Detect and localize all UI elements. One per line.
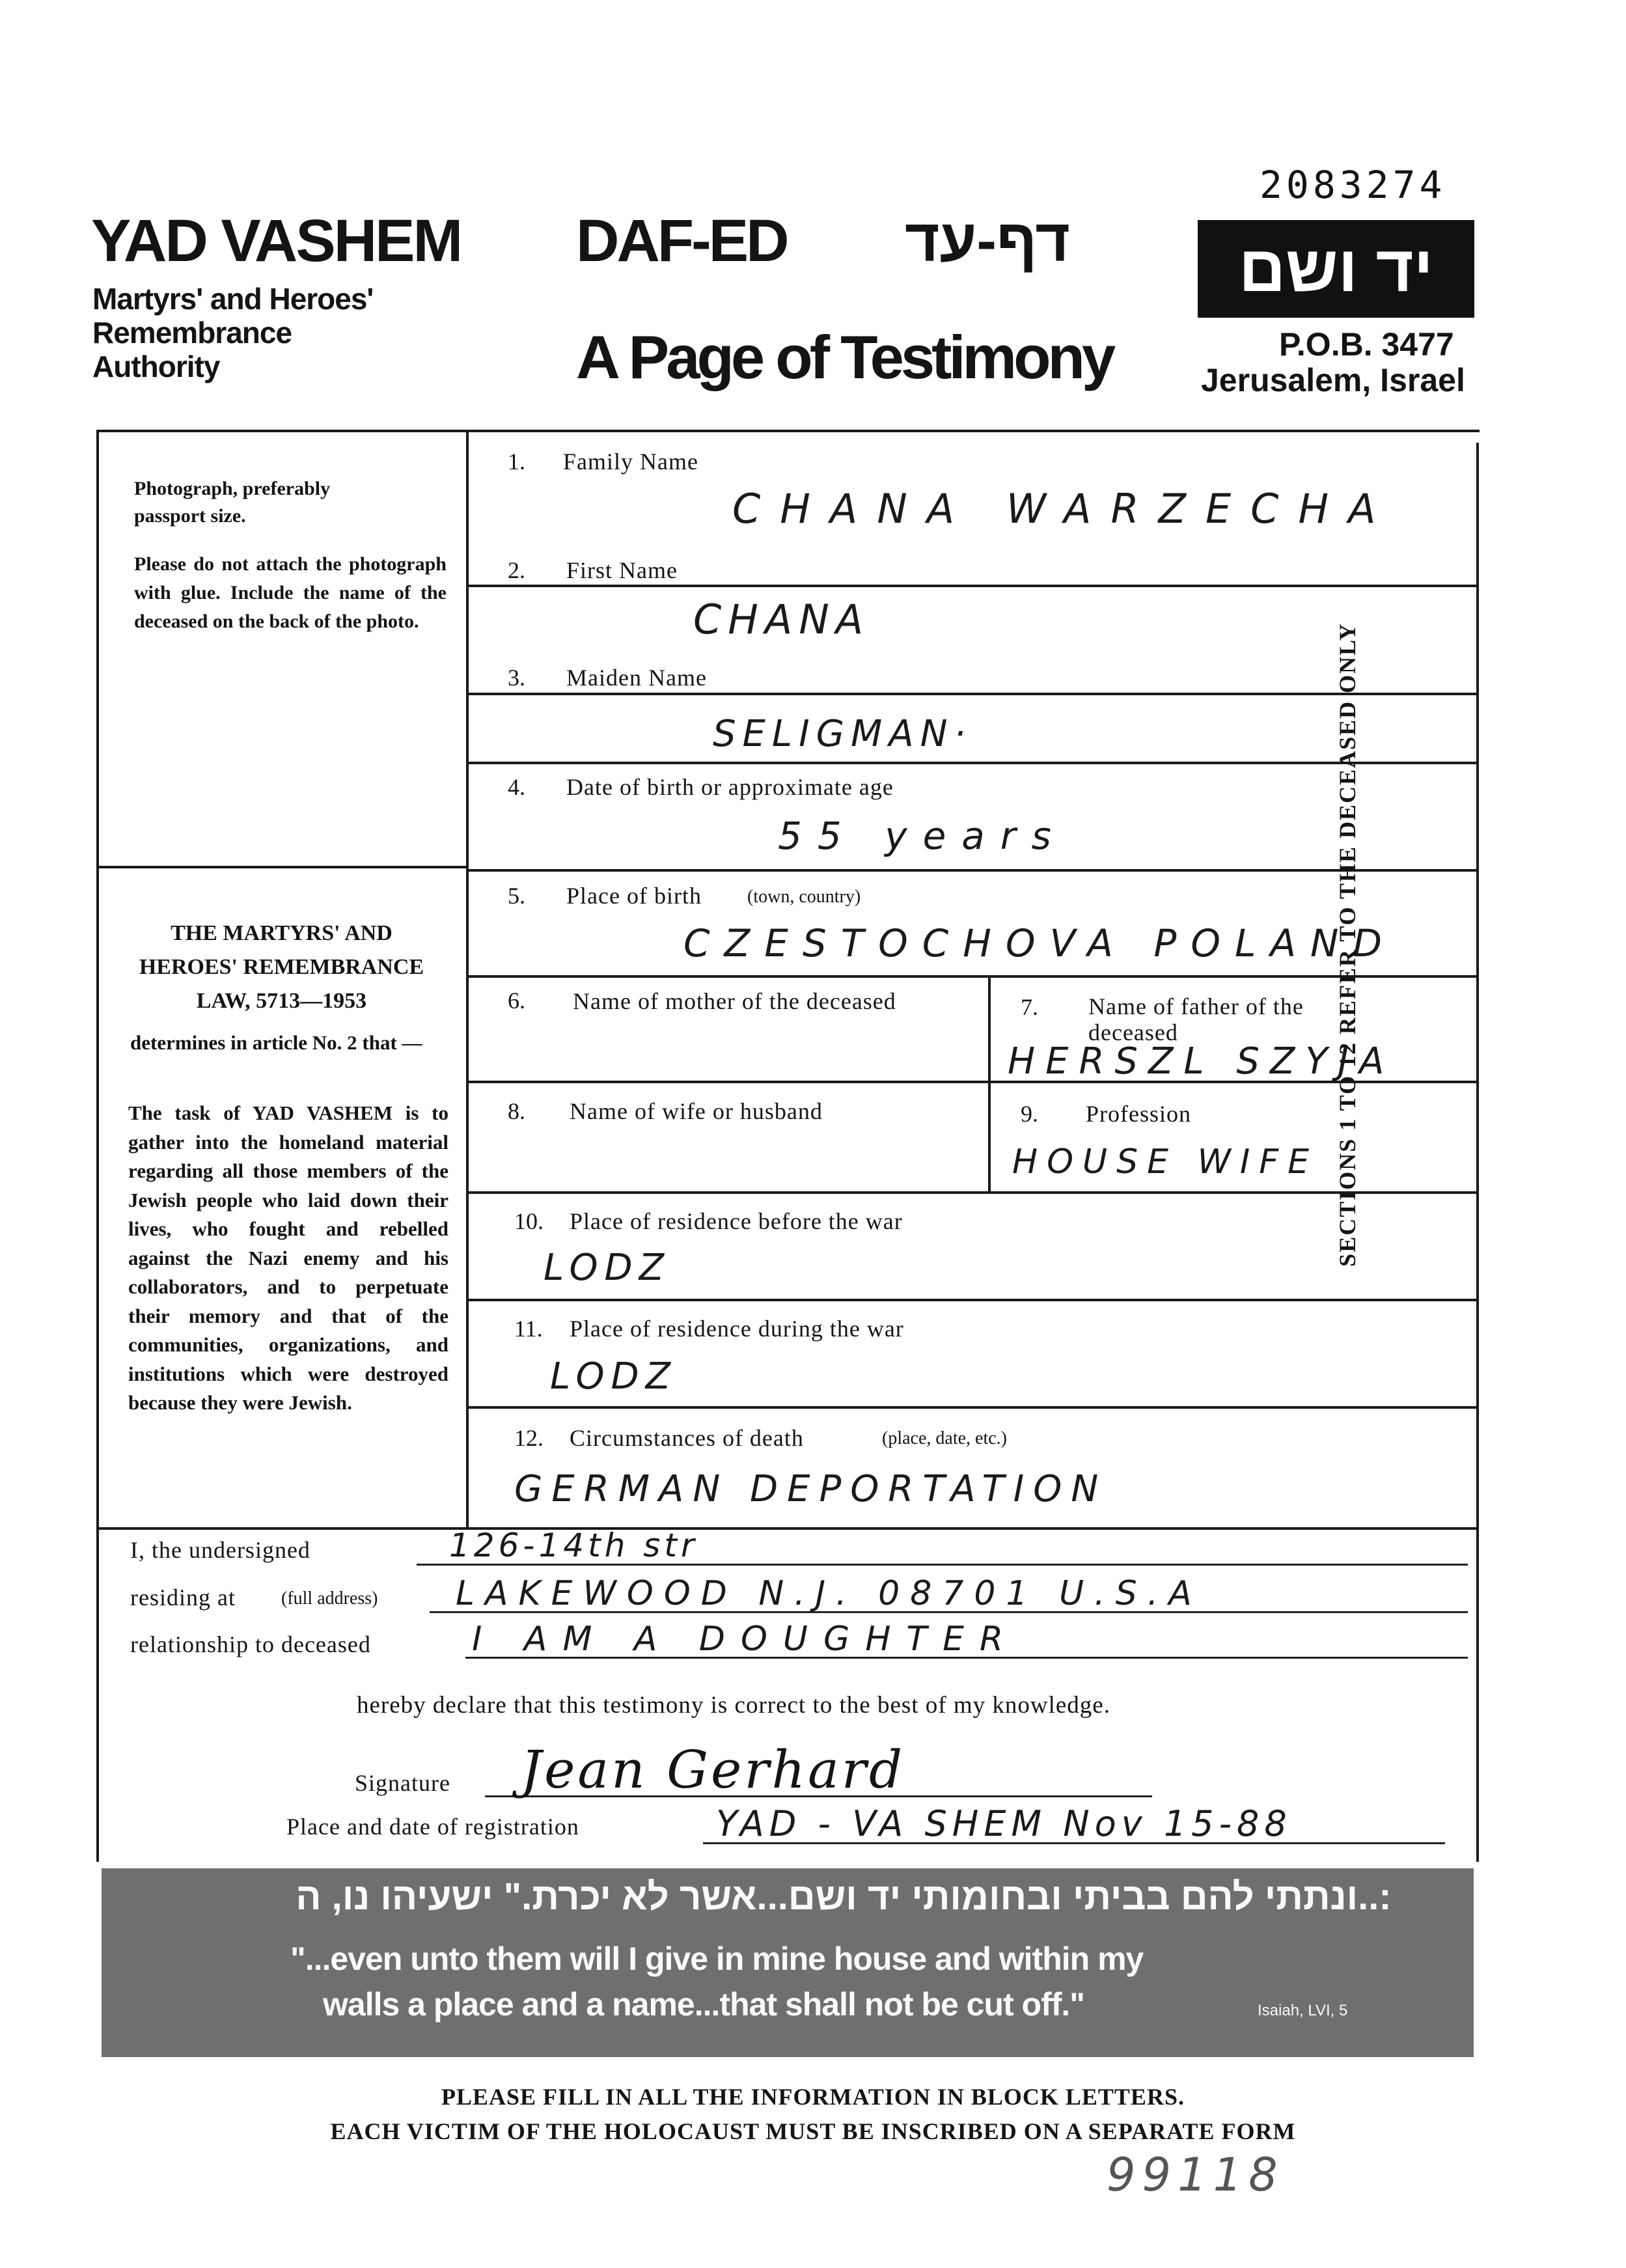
field-5-number: 5. bbox=[508, 883, 525, 909]
field-4-label: Date of birth or approximate age bbox=[566, 774, 894, 800]
relationship-value: I AM A DOUGHTER bbox=[472, 1620, 1019, 1659]
side-note-vertical: SECTIONS 1 TO 12 REFER TO THE DECEASED ONLY bbox=[1334, 622, 1360, 1267]
field-7-label: Name of father of the deceased bbox=[1088, 993, 1304, 1045]
signature-label: Signature bbox=[355, 1770, 450, 1796]
form-right-border bbox=[1476, 443, 1479, 1862]
field-9-label: Profession bbox=[1086, 1101, 1191, 1127]
residence-during-war-value: LODZ bbox=[550, 1355, 678, 1398]
field-9-number: 9. bbox=[1021, 1101, 1038, 1127]
field-11-number: 11. bbox=[514, 1316, 543, 1342]
field-8-label: Name of wife or husband bbox=[570, 1098, 823, 1124]
row-separator-9 bbox=[467, 1406, 1476, 1409]
family-name-value: CHANA WARZECHA bbox=[732, 485, 1396, 532]
field-5-label: Place of birth bbox=[566, 883, 702, 909]
field-3-label: Maiden Name bbox=[566, 665, 707, 691]
po-box: P.O.B. 3477 bbox=[1279, 326, 1454, 363]
law-title-3: LAW, 5713—1953 bbox=[196, 989, 367, 1013]
circumstances-of-death-value: GERMAN DEPORTATION bbox=[514, 1468, 1108, 1510]
undersigned-label: I, the undersigned bbox=[130, 1537, 310, 1563]
serial-number: 2083274 bbox=[1260, 163, 1446, 207]
row-separator-5 bbox=[467, 975, 1476, 978]
residing-label-note: (full address) bbox=[281, 1588, 378, 1609]
field-1-label: Family Name bbox=[563, 449, 698, 475]
birthplace-value: CZESTOCHOVA POLAND bbox=[683, 921, 1397, 965]
registration-value: YAD - VA SHEM Nov 15-88 bbox=[716, 1803, 1292, 1844]
banner-reference: Isaiah, LVI, 5 bbox=[1258, 2002, 1348, 2019]
row-separator-1 bbox=[467, 585, 1476, 587]
form-left-border bbox=[96, 430, 99, 1862]
fields-bottom-border bbox=[96, 1527, 1478, 1530]
profession-value: HOUSE WIFE bbox=[1012, 1142, 1319, 1182]
column-divider bbox=[466, 430, 469, 1530]
org-name: YAD VASHEM bbox=[91, 208, 462, 274]
residing-value: LAKEWOOD N.J. 08701 U.S.A bbox=[456, 1574, 1202, 1613]
daf-ed-hebrew: דף-עד bbox=[905, 208, 1070, 274]
row-separator-8 bbox=[467, 1299, 1476, 1301]
first-name-value: CHANA bbox=[693, 596, 870, 643]
photo-box-bottom bbox=[96, 866, 467, 868]
page-title: A Page of Testimony bbox=[576, 323, 1113, 391]
residence-before-war-value: LODZ bbox=[544, 1247, 671, 1289]
quote-banner bbox=[102, 1868, 1474, 2057]
banner-hebrew: :..ונתתי להם בביתי ובחומותי יד ושם...אשר לא יכרת." ישעיהו נו, ה bbox=[296, 1875, 1392, 1918]
footer-instruction-1: PLEASE FILL IN ALL THE INFORMATION IN BLOCK LETTERS. bbox=[441, 2084, 1185, 2110]
yad-vashem-logo bbox=[1198, 220, 1474, 318]
row-separator-3 bbox=[467, 762, 1476, 764]
signature-value: Jean Gerhard bbox=[521, 1739, 905, 1800]
banner-english-2: walls a place and a name...that shall not be cut off." bbox=[323, 1986, 1084, 2023]
photo-note: Photograph, preferably passport size. bbox=[134, 478, 331, 527]
undersigned-value: 126-14th str bbox=[449, 1527, 698, 1564]
declaration-statement: hereby declare that this testimony is correct to the best of my knowledge. bbox=[357, 1692, 1110, 1719]
field-6-number: 6. bbox=[508, 988, 525, 1014]
field-10-number: 10. bbox=[514, 1208, 544, 1234]
law-title-2: HEROES' REMEMBRANCE bbox=[139, 955, 424, 979]
law-title-1: THE MARTYRS' AND bbox=[171, 921, 393, 945]
field-12-label: Circumstances of death bbox=[570, 1425, 804, 1451]
field-5-label-note: (town, country) bbox=[747, 887, 861, 907]
field-8-number: 8. bbox=[508, 1098, 525, 1124]
row-separator-7 bbox=[467, 1191, 1476, 1194]
father-name-value: HERSZL SZYJA bbox=[1008, 1040, 1395, 1083]
field-2-label: First Name bbox=[566, 557, 678, 583]
logo-hebrew-text: יד ושם bbox=[1239, 232, 1433, 305]
field-11-label: Place of residence during the war bbox=[570, 1316, 904, 1342]
field-12-label-note: (place, date, etc.) bbox=[882, 1428, 1007, 1448]
law-determines: determines in article No. 2 that — bbox=[130, 1031, 422, 1054]
field-6-label: Name of mother of the deceased bbox=[573, 988, 896, 1014]
parents-divider bbox=[988, 975, 991, 1193]
footer-instruction-2: EACH VICTIM OF THE HOLOCAUST MUST BE INSCRIBED ON A SEPARATE FORM bbox=[330, 2118, 1296, 2144]
daf-ed-title: DAF-ED bbox=[576, 208, 787, 274]
field-7-number: 7. bbox=[1021, 994, 1038, 1020]
footer-handwritten-number: 99118 bbox=[1107, 2148, 1284, 2202]
city: Jerusalem, Israel bbox=[1201, 362, 1465, 398]
registration-label: Place and date of registration bbox=[286, 1814, 579, 1840]
org-subtitle-1: Martyrs' and Heroes' bbox=[92, 282, 374, 316]
field-3-number: 3. bbox=[508, 665, 525, 691]
maiden-name-value: SELIGMAN· bbox=[713, 713, 972, 755]
row-separator-4 bbox=[467, 869, 1476, 872]
field-2-number: 2. bbox=[508, 557, 525, 583]
row-separator-2 bbox=[467, 693, 1476, 695]
field-10-label: Place of residence before the war bbox=[570, 1208, 903, 1234]
banner-english-1: "...even unto them will I give in mine house and within my bbox=[290, 1941, 1144, 1977]
relationship-label: relationship to deceased bbox=[130, 1631, 371, 1657]
form-top-border bbox=[96, 430, 1480, 432]
age-value: 55 years bbox=[778, 814, 1067, 858]
org-subtitle-2: Remembrance bbox=[92, 316, 292, 350]
law-text: The task of YAD VASHEM is to gather into the homeland material regarding all those members of the Jewish people who laid down their lives, who fought and rebelled against the Nazi enemy and his collaborators, and to perpetuate their memory and that of the communities, organizations, and institutions which were destroyed because they were Jewish. bbox=[128, 1101, 448, 1414]
residing-label: residing at bbox=[130, 1584, 236, 1611]
org-subtitle-3: Authority bbox=[92, 350, 220, 383]
field-1-number: 1. bbox=[508, 449, 525, 475]
field-12-number: 12. bbox=[514, 1425, 544, 1451]
field-4-number: 4. bbox=[508, 774, 525, 800]
photo-glue-note: Please do not attach the photograph with glue. Include the name of the deceased on the back of the photo. bbox=[134, 553, 447, 632]
